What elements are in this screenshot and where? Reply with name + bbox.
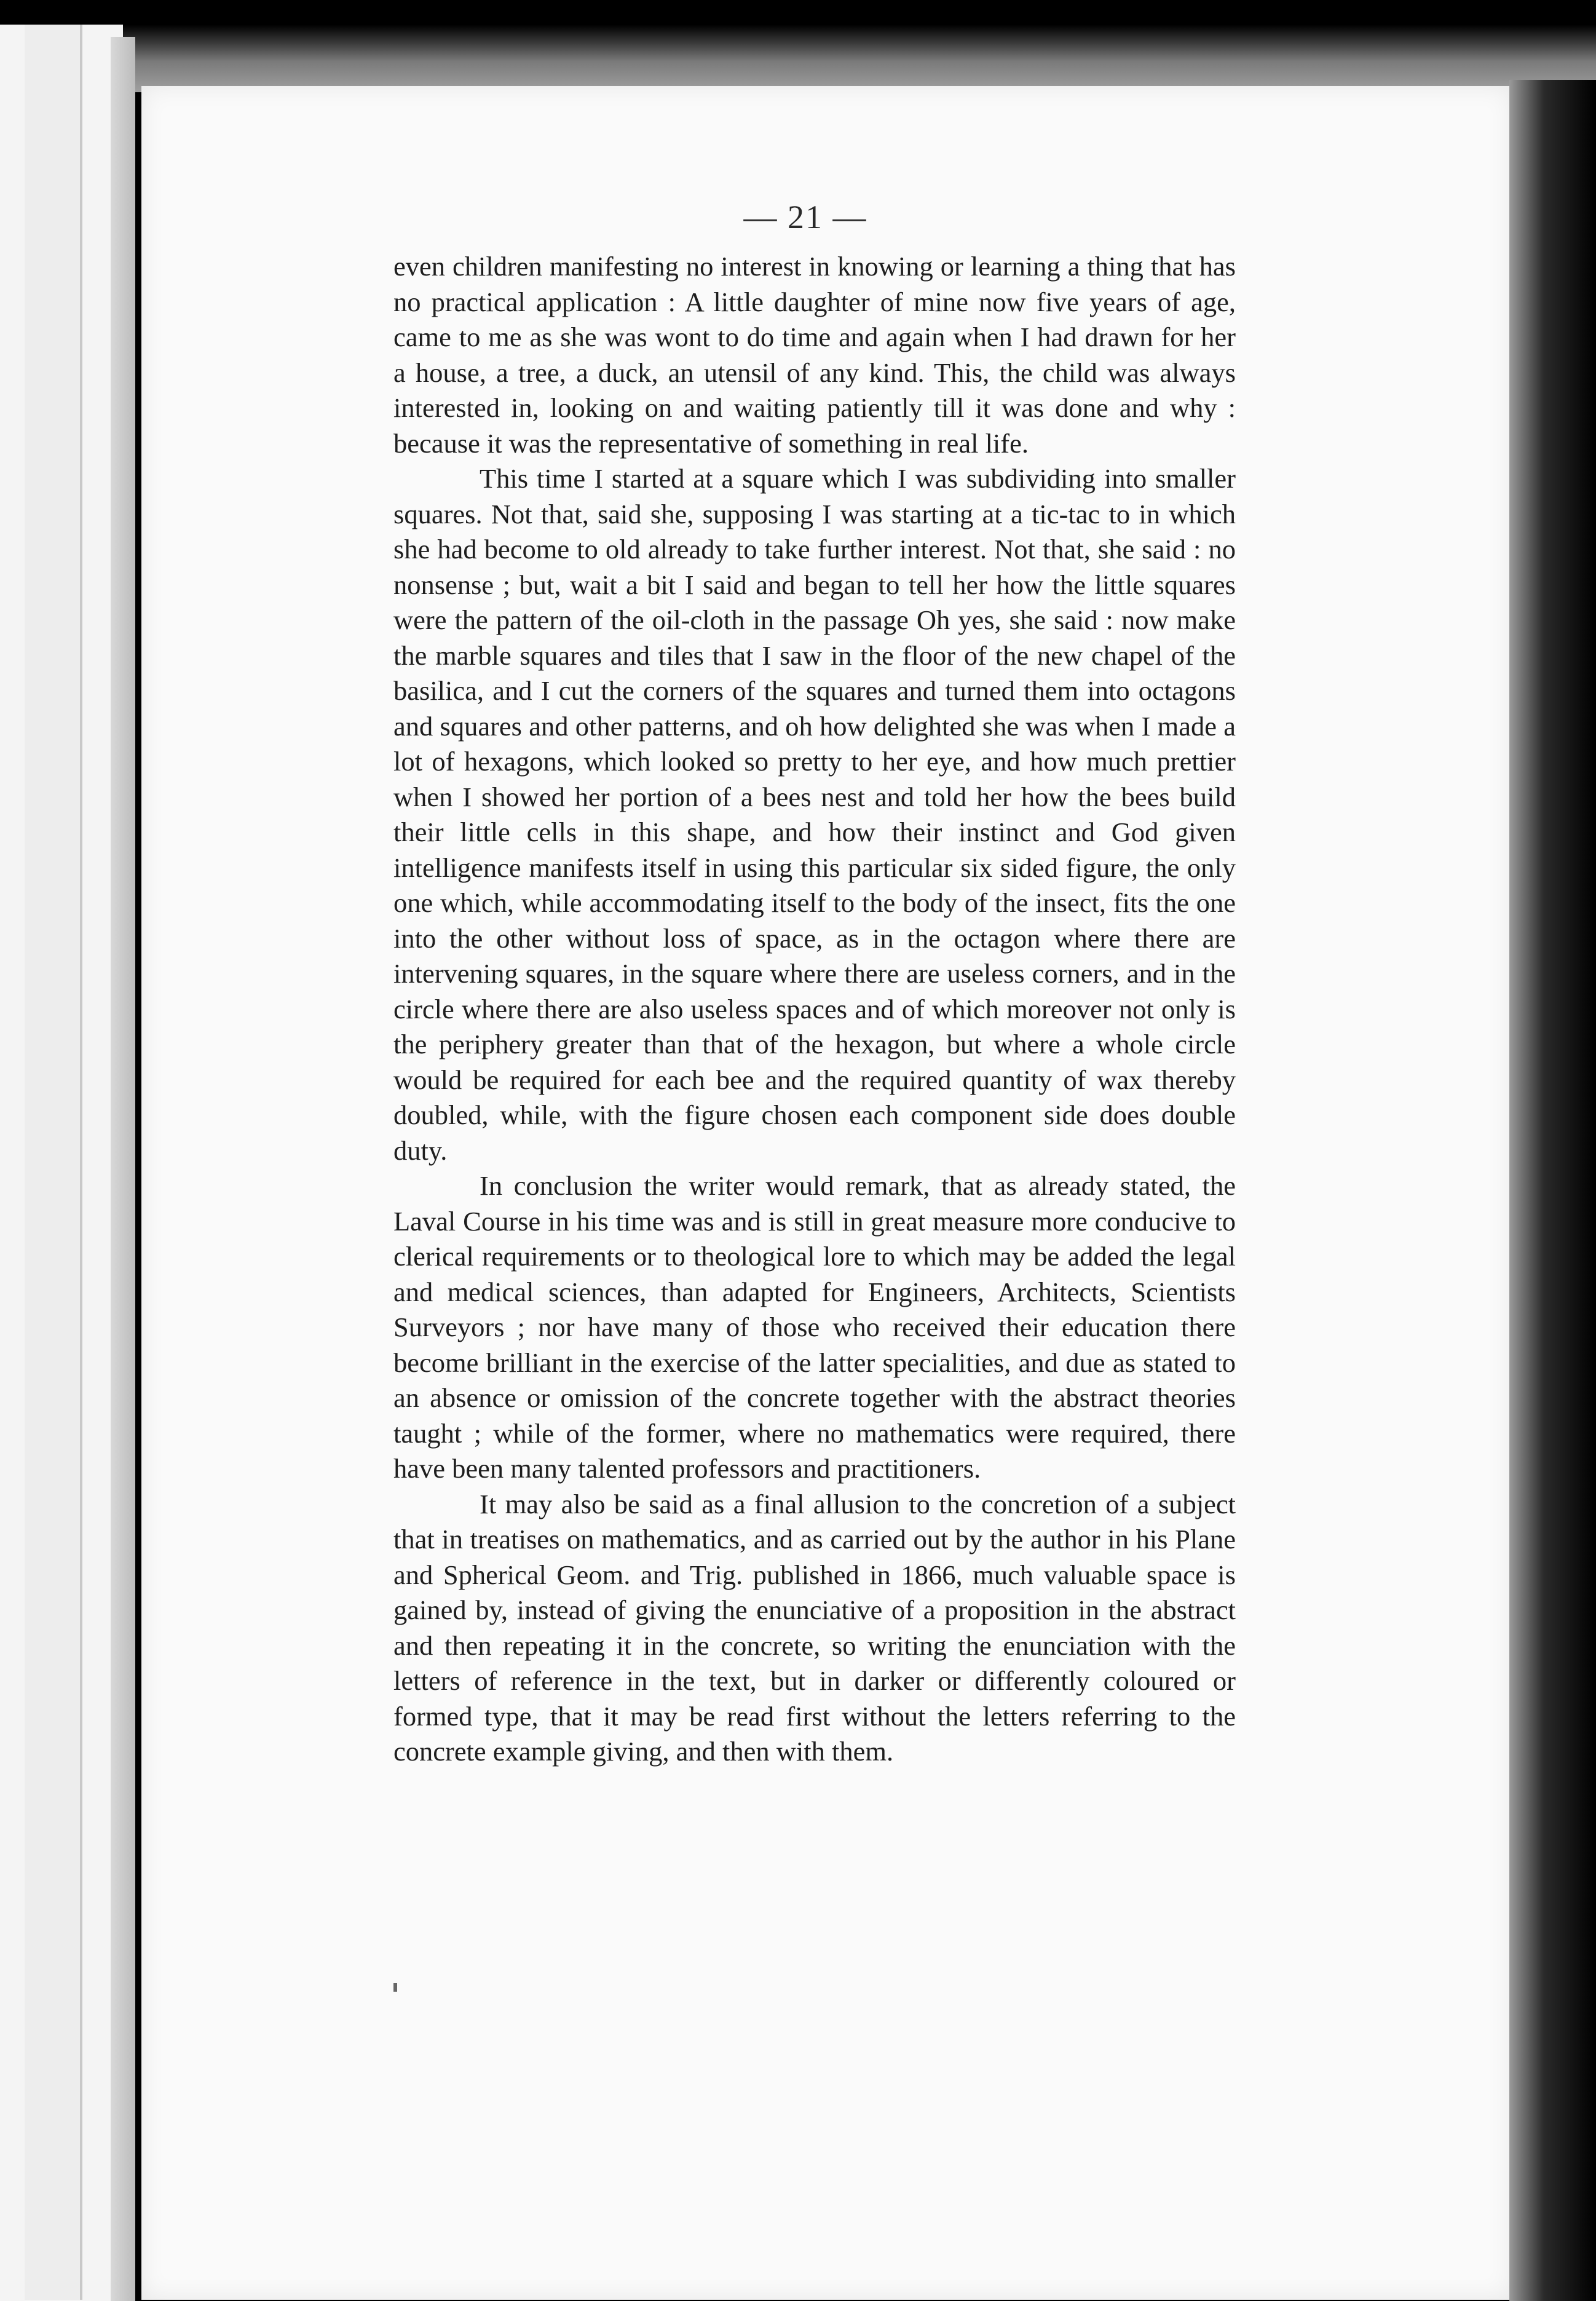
binding-strip [25, 25, 82, 2300]
paragraph-1: even children manifesting no interest in knowing or learning a thing that has no practical application : A little daughter of mine now five years of age, came to me as she was wont to do time and again when I had drawn for her a house, a tree, a duck, an utensil of any kind. This, the child was always interested in, looking on and waiting patiently till it was done and why : because it was the representative of something in real life. [393, 251, 1236, 459]
gutter-shadow [111, 37, 135, 2301]
paragraph-2: This time I started at a square which I was subdividing into smaller squares. Not that, said she, supposing I was starting at a tic-tac to in which she had become to old already to take further interest. Not that, she said : no nonsense ; but, wait a bit I said and began to tell her how the little squares were the pattern of the oil-cloth in the passage Oh yes, she said : now make the marble squares and tiles that I saw in the floor of the new chapel of the basilica, and I cut the corners of the squares and turned them into octagons and squares and other patterns, and oh how delighted she was when I made a lot of hexagons, which looked so pretty to her eye, and how much prettier when I showed her portion of a bees nest and told her how the bees build their little cells in this shape, and how their instinct and God given intelligence manifests itself in using this particular six sided figure, the only one which, while accommodating itself to the body of the insect, fits the one into the other without loss of space, as in the octagon where there are intervening squares, in the square where there are useless corners, and in the circle where there are also useless spaces and of which moreover not only is the periphery greater than that of the hexagon, but where a whole circle would be required for each bee and the required quantity of wax thereby doubled, while, with the figure chosen each component side does double duty. [393, 463, 1236, 1166]
page-number: — 21 — [743, 199, 867, 236]
scan-top-border [0, 0, 1596, 92]
paragraph-4: It may also be said as a final allusion to the concretion of a subject that in treatises on mathematics, and as carried out by the author in his Plane and Spherical Geom. and Trig. published in 1866, much valuable space is gained by, instead of giving the enunciative of a proposition in the abstract and then repeating it in the concrete, so writing the enunciation with the letters of reference in the text, but in darker or differently coloured or formed type, that it may be read first without the letters referring to the concrete example giving, and then with them. [393, 1488, 1236, 1767]
scan-right-border [1509, 80, 1596, 2301]
paragraph-3: In conclusion the writer would remark, that as already stated, the Laval Course in his time was and is still in great measure more conducive to clerical requirements or to theological lore to which may be added the legal and medical sciences, than adapted for Engineers, Architects, Scientists Surveyors ; nor have many of those who received their education there become brilliant in the exercise of the latter specialities, and due as stated to an absence or omission of the concrete together with the abstract theories taught ; while of the former, where no mathematics were required, there have been many talented professors and practitioners. [393, 1170, 1236, 1484]
body-text [393, 249, 1236, 1770]
ink-speck [393, 1983, 397, 1992]
